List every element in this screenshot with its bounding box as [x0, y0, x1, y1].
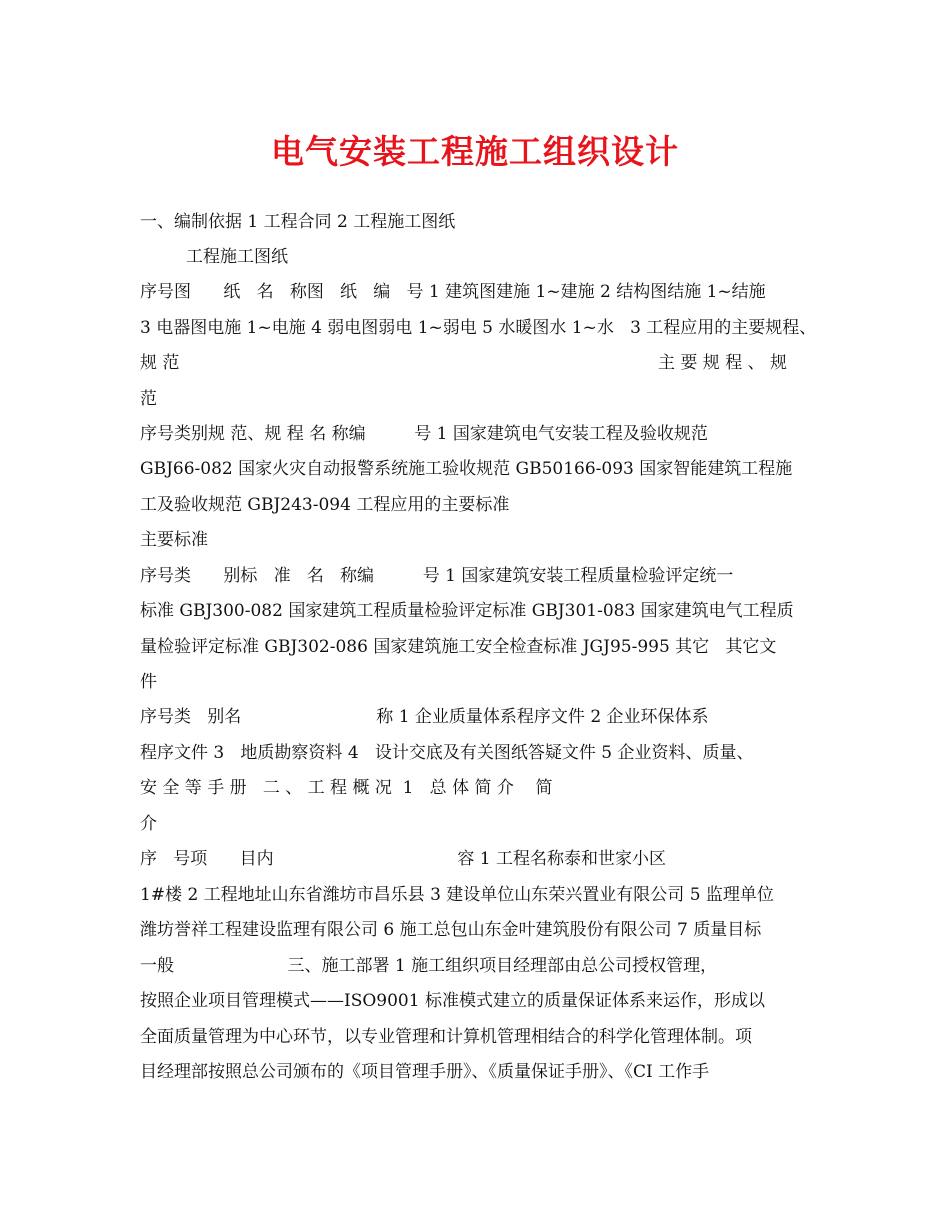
text-line: 工程施工图纸 [186, 247, 288, 267]
text-line: 3 电器图电施 1~电施 4 弱电图弱电 1~弱电 5 水暖图水 1~水 3 工程应用的主要规程、 [140, 318, 817, 338]
text-line: 工及验收规范 GBJ243-094 工程应用的主要标准 [140, 495, 510, 515]
text-line: 序号图 纸 名 称图 纸 编 号 1 建筑图建施 1~建施 2 结构图结施 1~结施 [140, 282, 766, 302]
text-line: 安 全 等 手 册 二 、 工 程 概 况 1 总 体 简 介 简 [140, 778, 553, 798]
text-line: 介 [140, 814, 157, 834]
text-line: 一、编制依据 1 工程合同 2 工程施工图纸 [140, 212, 456, 232]
text-line: GBJ66-082 国家火灾自动报警系统施工验收规范 GB50166-093 国家智能建筑工程施 [140, 459, 793, 479]
text-line: 规 范 [140, 353, 180, 373]
text-line: 序号类别规 范、规 程 名 称编 号 1 国家建筑电气安装工程及验收规范 [140, 424, 708, 444]
text-line: 主 要 规 程 、 规 [658, 353, 788, 373]
text-line: 序号类 别名 称 1 企业质量体系程序文件 2 企业环保体系 [140, 707, 709, 727]
text-line: 1#楼 2 工程地址山东省潍坊市昌乐县 3 建设单位山东荣兴置业有限公司 5 监理单位 [140, 885, 774, 905]
text-line: 全面质量管理为中心环节，以专业管理和计算机管理相结合的科学化管理体制。项 [140, 1027, 752, 1047]
text-line: 一般 三、施工部署 1 施工组织项目经理部由总公司授权管理， [140, 956, 718, 976]
text-line: 标准 GBJ300-082 国家建筑工程质量检验评定标准 GBJ301-083 国家建筑电气工程质 [140, 601, 794, 621]
text-line: 目经理部按照总公司颁布的《项目管理手册》、《质量保证手册》、《CI 工作手 [140, 1062, 710, 1082]
text-line: 范 [140, 389, 157, 409]
text-line: 量检验评定标准 GBJ302-086 国家建筑施工安全检查标准 JGJ95-995 其它 其它文 [140, 637, 777, 657]
text-line: 件 [140, 672, 157, 692]
text-line: 按照企业项目管理模式——ISO9001 标准模式建立的质量保证体系来运作，形成以 [140, 991, 765, 1011]
text-line: 主要标准 [140, 530, 208, 550]
text-line: 程序文件 3 地质勘察资料 4 设计交底及有关图纸答疑文件 5 企业资料、质量、 [140, 743, 754, 763]
text-line: 序号类 别标 准 名 称编 号 1 国家建筑安装工程质量检验评定统一 [140, 566, 734, 586]
text-line: 序 号项 目内 容 1 工程名称泰和世家小区 [140, 849, 666, 869]
text-line: 潍坊誉祥工程建设监理有限公司 6 施工总包山东金叶建筑股份有限公司 7 质量目标 [140, 920, 762, 940]
document-title: 电气安装工程施工组织设计 [271, 132, 679, 171]
